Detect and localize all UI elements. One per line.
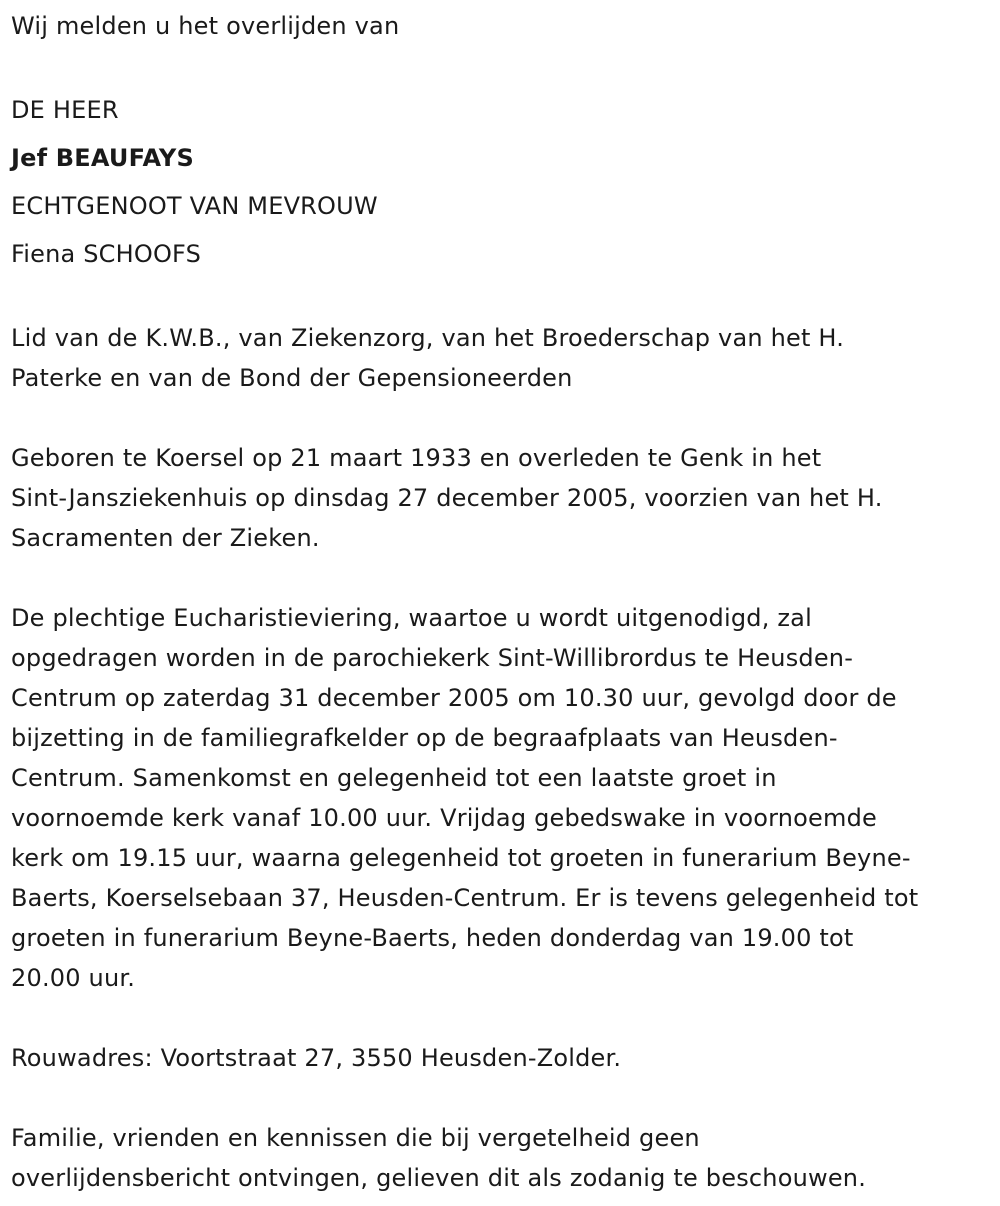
paragraph-line: Baerts, Koerselsebaan 37, Heusden-Centrum. Er is tevens gelegenheid tot: [11, 884, 919, 912]
paragraph-line: overlijdensbericht ontvingen, gelieven dit als zodanig te beschouwen.: [11, 1164, 867, 1192]
paragraph-line: Paterke en van de Bond der Gepensioneerden: [11, 364, 573, 392]
paragraph-line: kerk om 19.15 uur, waarna gelegenheid tot groeten in funerarium Beyne-: [11, 844, 911, 872]
membership-paragraph: [11, 318, 991, 398]
spacer: [11, 398, 991, 438]
birth-death-paragraph: [11, 438, 991, 558]
paragraph-line: bijzetting in de familiegrafkelder op de begraafplaats van Heusden-: [11, 724, 838, 752]
paragraph-line: Sacramenten der Zieken.: [11, 524, 320, 552]
paragraph-line: voornoemde kerk vanaf 10.00 uur. Vrijdag gebedswake in voornoemde: [11, 804, 877, 832]
ceremony-paragraph: [11, 598, 991, 998]
paragraph-line: Centrum op zaterdag 31 december 2005 om 10.30 uur, gevolgd door de: [11, 684, 897, 712]
paragraph-line: 20.00 uur.: [11, 964, 136, 992]
paragraph-line: Geboren te Koersel op 21 maart 1933 en overleden te Genk in het: [11, 444, 822, 472]
intro-text: Wij melden u het overlijden van: [11, 12, 400, 40]
spacer: [11, 558, 991, 598]
mourning-address: Rouwadres: Voortstraat 27, 3550 Heusden-Zolder.: [11, 1044, 622, 1072]
deceased-heading: [11, 86, 991, 278]
spacer: [11, 998, 991, 1038]
paragraph-line: Lid van de K.W.B., van Ziekenzorg, van het Broederschap van het H.: [11, 324, 845, 352]
deceased-name: Jef BEAUFAYS: [11, 144, 194, 172]
spacer: [11, 1078, 991, 1118]
paragraph-line: Familie, vrienden en kennissen die bij vergetelheid geen: [11, 1124, 700, 1152]
spouse-label: ECHTGENOOT VAN MEVROUW: [11, 192, 378, 220]
deceased-title: DE HEER: [11, 96, 119, 124]
paragraph-line: opgedragen worden in de parochiekerk Sint-Willibrordus te Heusden-: [11, 644, 854, 672]
paragraph-line: De plechtige Eucharistieviering, waartoe u wordt uitgenodigd, zal: [11, 604, 812, 632]
spouse-name: Fiena SCHOOFS: [11, 240, 202, 268]
spacer: [11, 278, 991, 318]
closing-paragraph: [11, 1118, 991, 1198]
paragraph-line: Sint-Jansziekenhuis op dinsdag 27 december 2005, voorzien van het H.: [11, 484, 883, 512]
spacer: [11, 46, 991, 86]
paragraph-line: Centrum. Samenkomst en gelegenheid tot een laatste groet in: [11, 764, 777, 792]
death-notice: [11, 6, 991, 1198]
paragraph-line: groeten in funerarium Beyne-Baerts, heden donderdag van 19.00 tot: [11, 924, 854, 952]
